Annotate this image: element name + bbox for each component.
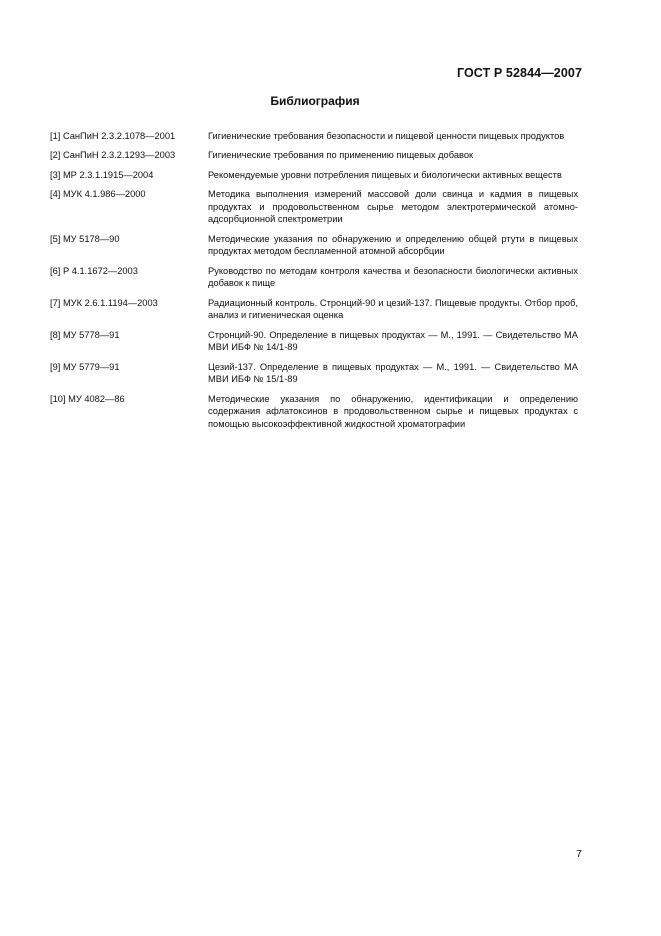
entry-code: СанПиН 2.3.2.1293—2003 xyxy=(62,150,176,161)
bibliography-entry-5 xyxy=(50,233,578,258)
entry-number: [1] xyxy=(50,131,61,141)
bibliography-reference xyxy=(50,297,208,322)
entry-title: Рекомендуемые уровни потребления пищевых и биологически активных веществ xyxy=(208,169,562,180)
bibliography-entry-6 xyxy=(50,265,578,290)
entry-number: [10] xyxy=(50,393,66,404)
entry-number: [3] xyxy=(50,169,61,180)
entry-title: Радиационный контроль. Стронций-90 и цезий-137. Пищевые продукты. Отбор проб, анализ и гигиеническая оценка xyxy=(208,297,578,321)
bibliography-reference xyxy=(50,329,208,354)
entry-code: МР 2.3.1.1915—2004 xyxy=(62,169,154,180)
entry-code: МУ 5778—91 xyxy=(62,329,120,340)
entry-title: Цезий-137. Определение в пищевых продуктах — М., 1991. — Свидетельство МА МВИ ИБФ № 15/1-89 xyxy=(208,361,578,385)
bibliography-entry-7 xyxy=(50,297,578,322)
section-title: Библиография xyxy=(270,94,360,108)
entry-title: Методические указания по обнаружению, идентификации и определению содержания афлатоксинов в продовольственном сырье и пищевых продуктах с помощью высокоэффективной жидкостной хроматографии xyxy=(208,393,578,429)
entry-code: МУ 4082—86 xyxy=(68,393,125,404)
bibliography-reference xyxy=(50,361,208,386)
entry-number: [4] xyxy=(50,189,61,200)
bibliography-entry-8 xyxy=(50,329,578,354)
entry-number: [5] xyxy=(50,233,61,244)
entry-code: МУ 5178—90 xyxy=(62,233,120,244)
entry-title: Гигиенические требования по применению пищевых добавок xyxy=(208,150,474,161)
entry-number: [8] xyxy=(50,329,61,340)
entry-code: СанПиН 2.3.2.1078—2001 xyxy=(62,131,176,141)
document-code: ГОСТ Р 52844—2007 xyxy=(456,66,582,80)
page-number: 7 xyxy=(576,848,582,860)
bibliography-reference xyxy=(50,188,208,226)
entry-code: МУК 2.6.1.1194—2003 xyxy=(62,297,158,308)
entry-number: [6] xyxy=(50,265,61,276)
bibliography-entry-2 xyxy=(50,149,578,162)
entry-number: [7] xyxy=(50,297,61,308)
bibliography-reference xyxy=(50,149,208,162)
bibliography-list xyxy=(50,130,578,437)
bibliography-entry-9 xyxy=(50,361,578,386)
bibliography-entry-1 xyxy=(50,130,578,143)
entry-title: Методика выполнения измерений массовой доли свинца и кадмия в пищевых продуктах и продовольственном сырье методом электротермической атомно-адсорбционной спектрометрии xyxy=(208,189,578,225)
bibliography-entry-3 xyxy=(50,169,578,182)
entry-title: Гигиенические требования безопасности и пищевой ценности пищевых продуктов xyxy=(208,131,565,141)
entry-title: Методические указания по обнаружению и определению общей ртути в пищевых продуктах методом беспламенной атомной абсорбции xyxy=(208,233,578,257)
bibliography-entry-4 xyxy=(50,188,578,226)
entry-number: [2] xyxy=(50,150,61,161)
entry-title: Руководство по методам контроля качества и безопасности биологически активных добавок к пище xyxy=(208,265,578,289)
bibliography-reference xyxy=(50,393,208,431)
bibliography-reference xyxy=(50,265,208,290)
entry-code: МУ 5779—91 xyxy=(62,361,120,372)
bibliography-reference xyxy=(50,169,208,182)
entry-number: [9] xyxy=(50,361,61,372)
entry-code: Р 4.1.1672—2003 xyxy=(62,265,138,276)
entry-code: МУК 4.1.986—2000 xyxy=(62,189,146,200)
bibliography-reference xyxy=(50,233,208,258)
bibliography-entry-10 xyxy=(50,393,578,431)
bibliography-reference xyxy=(50,130,208,143)
entry-title: Стронций-90. Определение в пищевых продуктах — М., 1991. — Свидетельство МА МВИ ИБФ № 14/1-89 xyxy=(208,329,578,353)
